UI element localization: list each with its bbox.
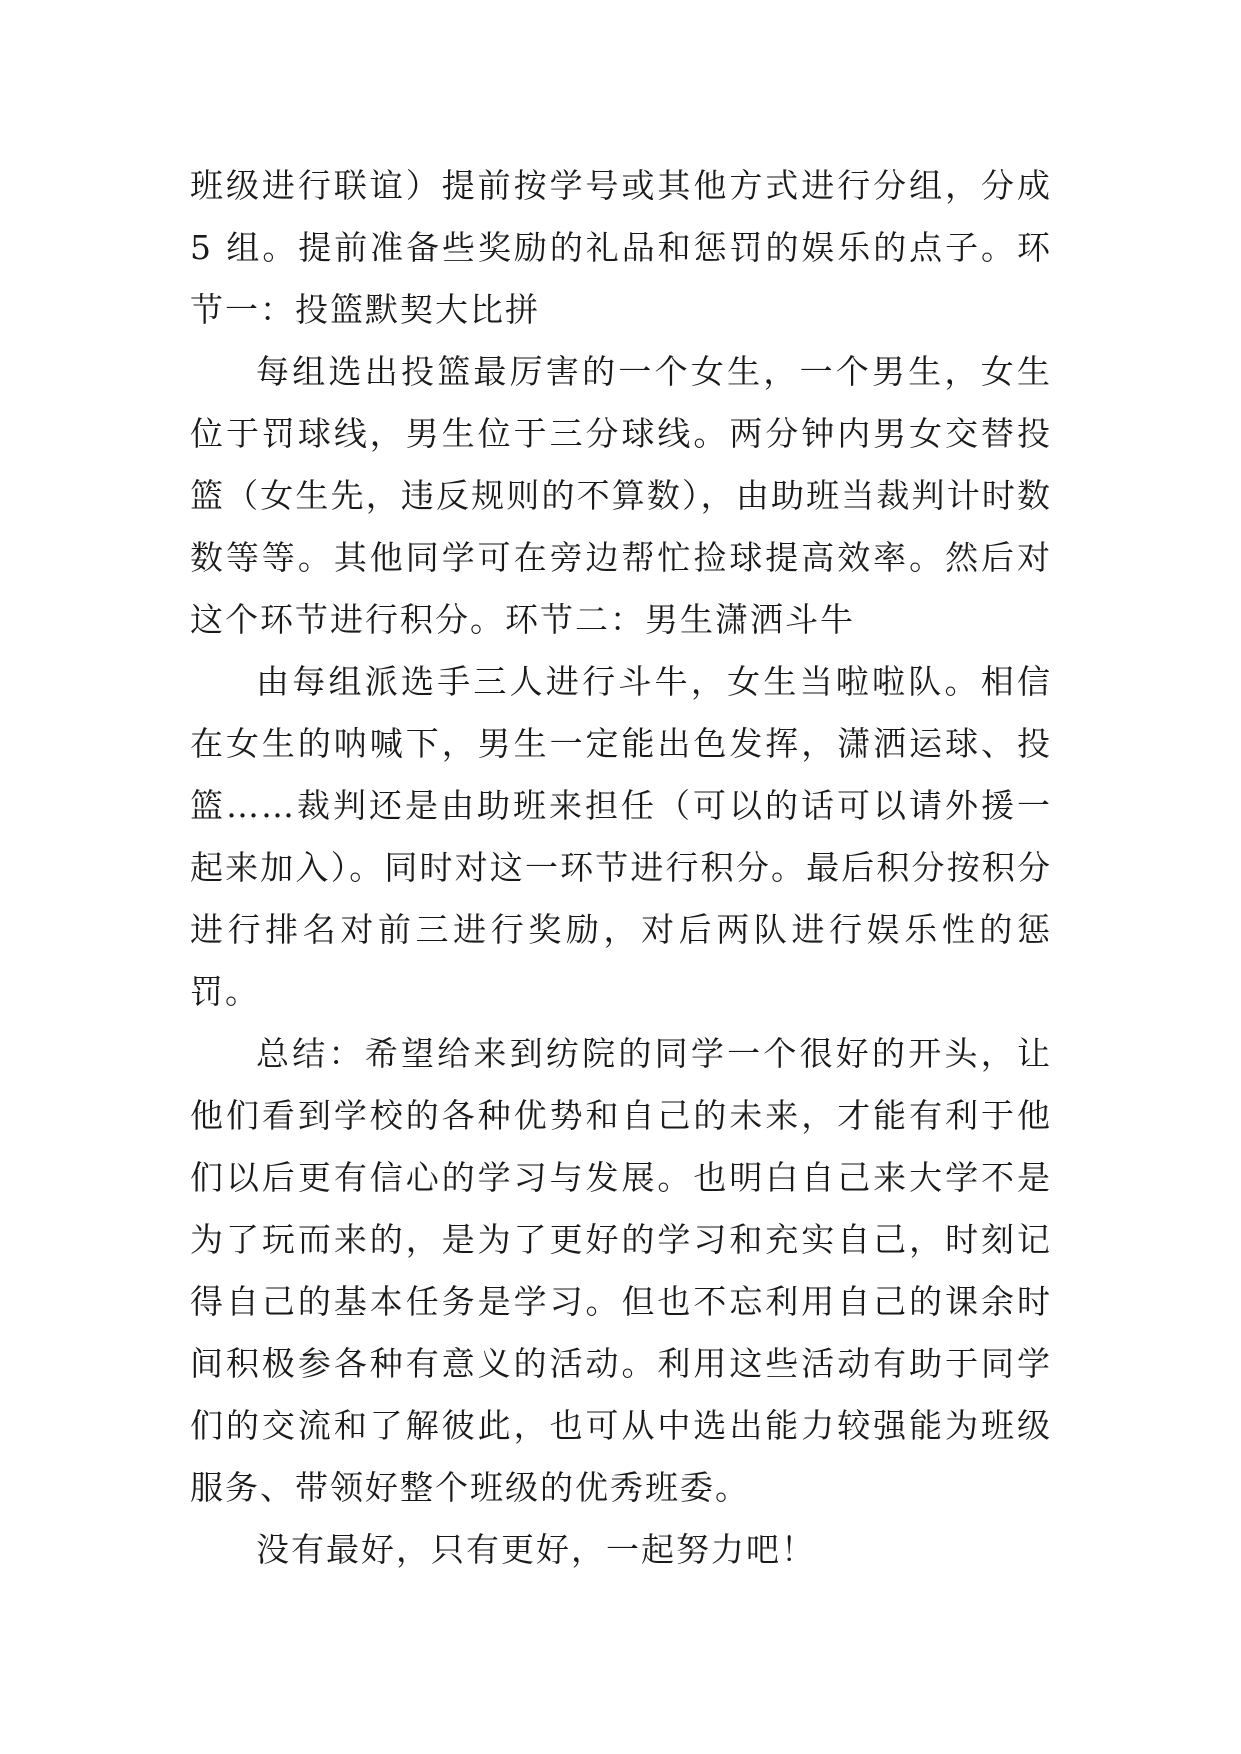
paragraph-closing: 没有最好，只有更好，一起努力吧！ xyxy=(256,1530,816,1569)
paragraph-grouping-and-game-one: 班级进行联谊）提前按学号或其他方式进行分组，分成 5 组。提前准备些奖励的礼品和惩罚的娱乐的点子。环节一：投篮默契大比拼 xyxy=(190,166,1052,329)
paragraph-basketball-shooting: 每组选出投篮最厉害的一个女生，一个男生，女生位于罚球线，男生位于三分球线。两分钟内男女交替投篮（女生先，违反规则的不算数），由助班当裁判计时数数等等。其他同学可在旁边帮忙捡球提高效率。然后对这个环节进行积分。环节二：男生潇洒斗牛 xyxy=(190,352,1052,639)
document-body xyxy=(190,155,1052,1581)
paragraph-bullfight-game: 由每组派选手三人进行斗牛，女生当啦啦队。相信在女生的呐喊下，男生一定能出色发挥，潇洒运球、投篮……裁判还是由助班来担任（可以的话可以请外援一起来加入）。同时对这一环节进行积分。最后积分按积分进行排名对前三进行奖励，对后两队进行娱乐性的惩罚。 xyxy=(190,662,1052,1011)
paragraph-summary: 总结：希望给来到纺院的同学一个很好的开头，让他们看到学校的各种优势和自己的未来，才能有利于他们以后更有信心的学习与发展。也明白自己来大学不是为了玩而来的，是为了更好的学习和充实自己，时刻记得自己的基本任务是学习。但也不忘利用自己的课余时间积极参各种有意义的活动。利用这些活动有助于同学们的交流和了解彼此，也可从中选出能力较强能为班级服务、带领好整个班级的优秀班委。 xyxy=(190,1034,1052,1507)
